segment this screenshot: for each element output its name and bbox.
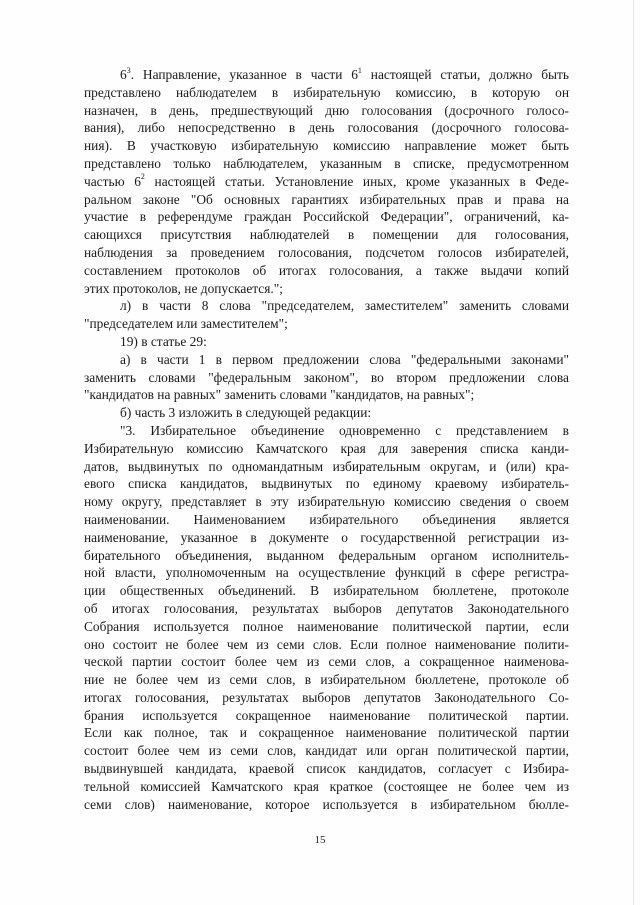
text-line: бирательного объединения, выданном федеральным органом исполнитель- <box>84 547 569 563</box>
text-line: Если как полное, так и сокращенное наименование политической партии <box>84 725 569 741</box>
text-line: наименование, указанное в документе о государственной регистрации из- <box>84 529 569 545</box>
text-line: этих протоколов, не допускается."; <box>84 280 283 296</box>
page-number: 15 <box>314 834 326 846</box>
text-line: "кандидатов на равных" заменить словами "кандидатов, на равных"; <box>84 387 475 403</box>
text-line: ции общественных объединений. В избирательном бюллетене, протоколе <box>84 583 569 599</box>
text-line: л) в части 8 слова "председателем, заместителем" заменить словами <box>120 298 569 314</box>
text-line: об итогах голосования, результатах выборов депутатов Законодательного <box>84 600 569 616</box>
text-fragment: . Направление, указанное в части 6 <box>130 67 358 82</box>
text-line: представлено только наблюдателем, указанным в списке, предусмотренном <box>84 155 569 171</box>
text-line: "председателем или заместителем"; <box>84 316 288 332</box>
text-line <box>84 173 569 191</box>
text-line: оно состоит не более чем из семи слов. Если полное наименование полити- <box>84 636 569 652</box>
superscript-index: 3 <box>126 65 131 75</box>
text-fragment: 6 <box>120 67 127 82</box>
superscript-index: 2 <box>140 172 145 182</box>
text-line: Избирательную комиссию Камчатского края для заверения списка канди- <box>84 440 569 456</box>
text-line: наблюдения за проведением голосования, подсчетом голосов избирателей, <box>84 244 569 260</box>
text-line: датов, выдвинутых по одномандатным избирательным округам, и (или) кра- <box>84 458 569 474</box>
text-line: ния). В участковую избирательную комиссию направление может быть <box>84 138 569 154</box>
scan-edge-line <box>633 0 634 905</box>
text-line: состоит более чем из семи слов, кандидат или орган политической партии, <box>84 743 569 759</box>
text-line: семи слов) наименование, которое используется в избирательном бюлле- <box>84 796 569 812</box>
text-line: брания используется сокращенное наименование политической партии. <box>84 707 569 723</box>
text-line: участие в референдуме граждан Российской Федерации", ограничений, ка- <box>84 209 569 225</box>
text-line: заменить словами "федеральным законом", во втором предложении слова <box>84 369 569 385</box>
text-fragment: настоящей статьи. Установление иных, кроме указанных в Феде- <box>144 173 569 189</box>
text-line: евого списка кандидатов, выдвинутых по единому краевому избиратель- <box>84 476 569 492</box>
text-line: а) в части 1 в первом предложении слова "федеральными законами" <box>120 351 569 367</box>
text-line: вания), либо непосредственно в день голосования (досрочного голосова- <box>84 120 569 136</box>
text-line: ральном законе "Об основных гарантиях избирательных прав и права на <box>84 191 569 207</box>
text-line: тельной комиссией Камчатского края краткое (состоящее не более чем из <box>84 778 569 794</box>
text-line: выдвинувшей кандидата, краевой список кандидатов, согласует с Избира- <box>84 761 569 777</box>
text-line: ние не более чем из семи слов, в избирательном бюллетене, протоколе об <box>84 672 569 688</box>
text-line: итогах голосования, результатах выборов депутатов Законодательного Со- <box>84 689 569 705</box>
text-line: ному округу, представляет в эту избирательную комиссию сведения о своем <box>84 494 569 510</box>
text-line: назначен, в день, предшествующий дню голосования (досрочного голосо- <box>84 102 569 118</box>
text-line: "3. Избирательное объединение одновременно с представлением в <box>120 422 569 438</box>
text-line: ной власти, уполномоченным на осуществление функций в сфере регистра- <box>84 565 569 581</box>
text-line <box>84 66 569 84</box>
document-body <box>84 66 569 813</box>
text-line: наименовании. Наименованием избирательного объединения является <box>84 511 569 527</box>
text-line: представлено наблюдателем в избирательную комиссию, в которую он <box>84 84 569 100</box>
text-line: Собрания используется полное наименование политической партии, если <box>84 618 569 634</box>
text-line: сающихся присутствия наблюдателей в помещении для голосования, <box>84 227 569 243</box>
superscript-index: 1 <box>357 65 362 75</box>
text-line: составлением протоколов об итогах голосования, а также выдачи копий <box>84 262 569 278</box>
text-fragment: настоящей статьи, должно быть <box>361 67 569 82</box>
text-line: б) часть 3 изложить в следующей редакции: <box>120 405 372 421</box>
text-fragment: частью 6 <box>84 173 141 189</box>
text-line: 19) в статье 29: <box>120 333 207 349</box>
text-line: ческой партии состоит более чем из семи слов, а сокращенное наименова- <box>84 654 569 670</box>
